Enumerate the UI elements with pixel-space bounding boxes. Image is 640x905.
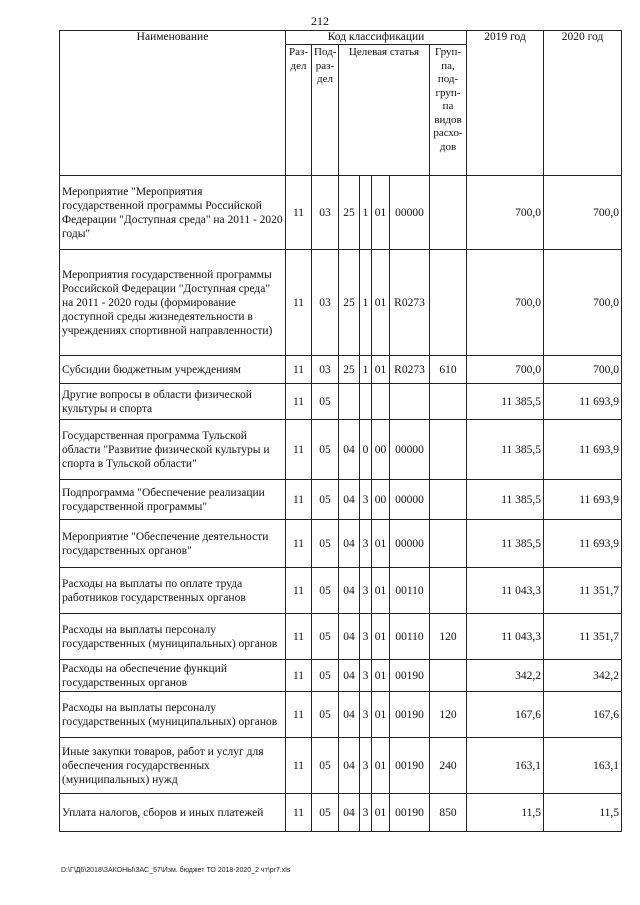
row-amount-2020: 11 351,7 (544, 614, 622, 660)
table-row (60, 420, 622, 480)
row-subsection: 05 (312, 794, 339, 832)
row-name: Подпрограмма "Обеспечение реализации государственной программы" (60, 480, 286, 520)
row-target-activity: 00 (372, 420, 390, 480)
row-name: Уплата налогов, сборов и иных платежей (60, 794, 286, 832)
row-amount-2020: 700,0 (544, 176, 622, 250)
row-target-subprogram: 3 (360, 520, 372, 568)
row-section: 11 (286, 420, 312, 480)
row-name: Субсидии бюджетным учреждениям (60, 356, 286, 384)
row-target-program: 04 (339, 738, 360, 794)
row-amount-2020: 163,1 (544, 738, 622, 794)
row-amount-2019: 11 385,5 (467, 520, 544, 568)
row-target-activity: 01 (372, 660, 390, 692)
header-year-2019: 2019 год (467, 31, 544, 176)
row-target-subprogram: 0 (360, 420, 372, 480)
row-subsection: 05 (312, 480, 339, 520)
row-target-activity: 01 (372, 738, 390, 794)
row-subsection: 05 (312, 520, 339, 568)
row-target-direction: 00190 (390, 794, 430, 832)
row-name: Мероприятие "Мероприятия государственной программы Российской Федерации "Доступная среда" на 2011 - 2020 годы" (60, 176, 286, 250)
row-name: Расходы на выплаты по оплате труда работников государственных органов (60, 568, 286, 614)
row-target-activity: 00 (372, 480, 390, 520)
row-amount-2019: 11 385,5 (467, 420, 544, 480)
row-target-direction: 00000 (390, 176, 430, 250)
row-target-direction: R0273 (390, 250, 430, 356)
row-name: Иные закупки товаров, работ и услуг для обеспечения государственных (муниципальных) нужд (60, 738, 286, 794)
row-expense-group (430, 250, 467, 356)
row-target-direction: 00000 (390, 480, 430, 520)
row-expense-group: 610 (430, 356, 467, 384)
row-expense-group (430, 660, 467, 692)
header-section: Раз- дел (286, 45, 312, 176)
row-subsection: 03 (312, 250, 339, 356)
page-number: 212 (311, 14, 329, 28)
row-target-program: 04 (339, 614, 360, 660)
row-target-program: 04 (339, 568, 360, 614)
row-section: 11 (286, 738, 312, 794)
row-section: 11 (286, 480, 312, 520)
row-section: 11 (286, 794, 312, 832)
row-expense-group (430, 384, 467, 420)
row-section: 11 (286, 660, 312, 692)
table-row (60, 176, 622, 250)
row-amount-2019: 163,1 (467, 738, 544, 794)
row-target-subprogram: 3 (360, 660, 372, 692)
row-target-activity: 01 (372, 176, 390, 250)
row-expense-group (430, 480, 467, 520)
row-name: Другие вопросы в области физической культуры и спорта (60, 384, 286, 420)
row-amount-2019: 700,0 (467, 250, 544, 356)
row-subsection: 05 (312, 614, 339, 660)
row-target-activity: 01 (372, 250, 390, 356)
row-target-subprogram: 1 (360, 176, 372, 250)
row-amount-2019: 11,5 (467, 794, 544, 832)
header-expense-group: Груп- па, под- груп- па видов расхо- дов (430, 45, 467, 176)
row-section: 11 (286, 614, 312, 660)
row-amount-2020: 11 693,9 (544, 384, 622, 420)
row-amount-2019: 11 385,5 (467, 480, 544, 520)
row-target-program: 04 (339, 480, 360, 520)
row-expense-group (430, 568, 467, 614)
row-name: Расходы на выплаты персоналу государственных (муниципальных) органов (60, 614, 286, 660)
row-subsection: 05 (312, 660, 339, 692)
row-target-program: 25 (339, 356, 360, 384)
row-expense-group (430, 420, 467, 480)
table-row (60, 520, 622, 568)
row-subsection: 05 (312, 384, 339, 420)
footer-file-path: D:\Г\Д6\2018\ЗАКОНЫ\ЗАС_57\Изм. бюджет ТО 2018-2020_2 чт\pr7.xls (61, 867, 291, 874)
row-section: 11 (286, 176, 312, 250)
row-target-direction: 00190 (390, 738, 430, 794)
row-subsection: 03 (312, 176, 339, 250)
table-row (60, 384, 622, 420)
row-target-direction: 00190 (390, 692, 430, 738)
row-expense-group: 850 (430, 794, 467, 832)
row-target-direction: R0273 (390, 356, 430, 384)
row-section: 11 (286, 356, 312, 384)
row-target-subprogram: 3 (360, 738, 372, 794)
header-subsection: Под- раз- дел (312, 45, 339, 176)
row-target-direction: 00000 (390, 420, 430, 480)
row-target-activity: 01 (372, 356, 390, 384)
row-target-subprogram: 1 (360, 250, 372, 356)
row-expense-group: 120 (430, 692, 467, 738)
row-target-subprogram: 3 (360, 568, 372, 614)
table-row (60, 660, 622, 692)
row-amount-2020: 700,0 (544, 250, 622, 356)
row-target-program: 04 (339, 420, 360, 480)
row-amount-2019: 167,6 (467, 692, 544, 738)
row-target-subprogram: 3 (360, 794, 372, 832)
row-amount-2020: 11,5 (544, 794, 622, 832)
budget-table (59, 30, 622, 832)
header-name: Наименование (60, 31, 286, 176)
row-name: Расходы на обеспечение функций государственных органов (60, 660, 286, 692)
row-target-subprogram: 3 (360, 692, 372, 738)
row-amount-2019: 11 043,3 (467, 614, 544, 660)
row-amount-2019: 342,2 (467, 660, 544, 692)
row-target-direction: 00000 (390, 520, 430, 568)
header-classification: Код классификации (286, 31, 467, 45)
row-target-activity: 01 (372, 568, 390, 614)
row-target-direction: 00190 (390, 660, 430, 692)
table-row (60, 794, 622, 832)
row-expense-group: 120 (430, 614, 467, 660)
row-subsection: 05 (312, 692, 339, 738)
row-amount-2019: 11 385,5 (467, 384, 544, 420)
row-subsection: 03 (312, 356, 339, 384)
row-name: Мероприятие "Обеспечение деятельности государственных органов" (60, 520, 286, 568)
row-expense-group (430, 520, 467, 568)
row-amount-2020: 11 693,9 (544, 520, 622, 568)
row-target-program: 04 (339, 660, 360, 692)
row-amount-2020: 11 351,7 (544, 568, 622, 614)
row-target-subprogram (360, 384, 372, 420)
row-subsection: 05 (312, 568, 339, 614)
row-target-program (339, 384, 360, 420)
row-target-direction (390, 384, 430, 420)
row-target-direction: 00110 (390, 614, 430, 660)
table-row (60, 738, 622, 794)
table-row (60, 480, 622, 520)
row-amount-2020: 11 693,9 (544, 420, 622, 480)
header-target-article: Целевая статья (339, 45, 430, 176)
row-name: Расходы на выплаты персоналу государственных (муниципальных) органов (60, 692, 286, 738)
table-row (60, 250, 622, 356)
row-amount-2020: 11 693,9 (544, 480, 622, 520)
row-target-subprogram: 3 (360, 614, 372, 660)
row-section: 11 (286, 250, 312, 356)
row-target-activity: 01 (372, 794, 390, 832)
row-expense-group: 240 (430, 738, 467, 794)
row-target-program: 04 (339, 520, 360, 568)
row-target-subprogram: 3 (360, 480, 372, 520)
table-row (60, 692, 622, 738)
table-row (60, 614, 622, 660)
row-target-activity (372, 384, 390, 420)
row-target-activity: 01 (372, 520, 390, 568)
row-target-activity: 01 (372, 692, 390, 738)
row-amount-2019: 700,0 (467, 176, 544, 250)
row-section: 11 (286, 520, 312, 568)
row-target-direction: 00110 (390, 568, 430, 614)
row-target-program: 04 (339, 794, 360, 832)
row-expense-group (430, 176, 467, 250)
row-target-subprogram: 1 (360, 356, 372, 384)
table-row (60, 356, 622, 384)
row-section: 11 (286, 384, 312, 420)
row-subsection: 05 (312, 420, 339, 480)
row-target-activity: 01 (372, 614, 390, 660)
row-amount-2020: 342,2 (544, 660, 622, 692)
row-name: Государственная программа Тульской области "Развитие физической культуры и спорта в Тульской области" (60, 420, 286, 480)
header-year-2020: 2020 год (544, 31, 622, 176)
row-target-program: 25 (339, 250, 360, 356)
row-section: 11 (286, 692, 312, 738)
row-section: 11 (286, 568, 312, 614)
row-target-program: 04 (339, 692, 360, 738)
row-amount-2020: 167,6 (544, 692, 622, 738)
row-name: Мероприятия государственной программы Российской Федерации "Доступная среда" на 2011 - 2020 годы (формирование доступной среды жизнедеятельности в учреждениях спортивной направленности) (60, 250, 286, 356)
row-amount-2019: 700,0 (467, 356, 544, 384)
row-subsection: 05 (312, 738, 339, 794)
row-amount-2019: 11 043,3 (467, 568, 544, 614)
row-amount-2020: 700,0 (544, 356, 622, 384)
row-target-program: 25 (339, 176, 360, 250)
table-row (60, 568, 622, 614)
